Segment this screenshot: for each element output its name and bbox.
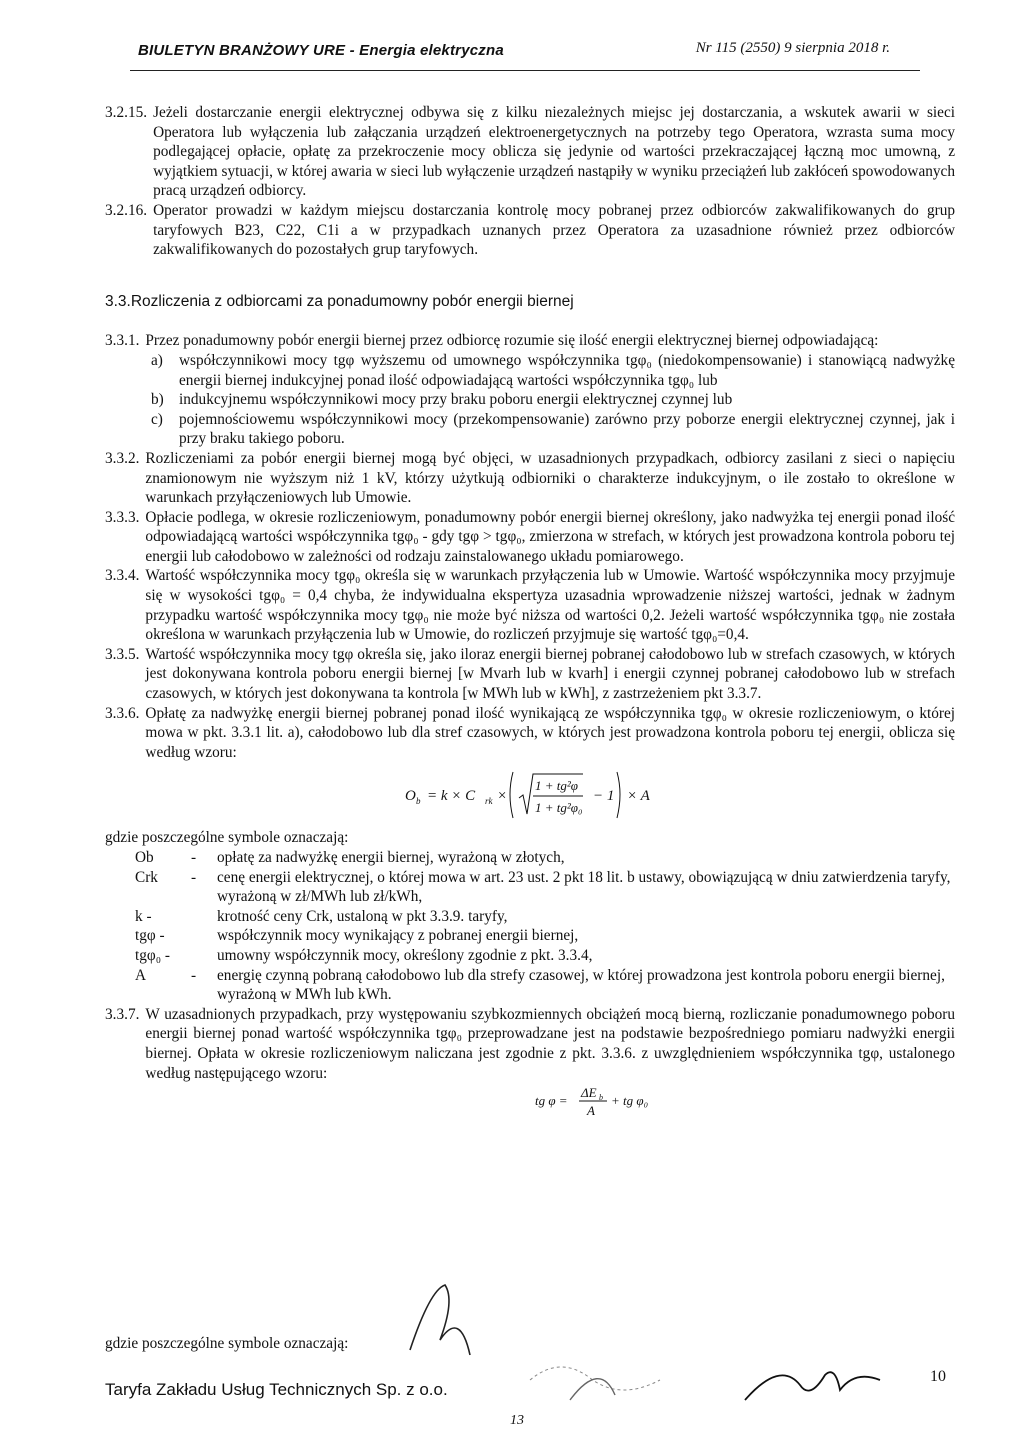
svg-text:= k × C: = k × C [427, 788, 476, 805]
paragraph-3-3-7 [105, 1005, 955, 1083]
paragraph-text: W uzasadnionych przypadkach, przy występowaniu szybkozmiennych obciążeń mocą bierną, rozliczanie ponadumownego poboru energii biernej ponad wartość współczynnika tgφ₀ przeprowadzane jest na podstawie bezpośredniego pomiaru nadwyżki energii biernej. Opłata w okresie rozliczeniowym naliczana jest zgodnie z pkt. 3.3.6. z uwzględnieniem współczynnika tgφ, ustalonego według następującego wzoru: [145, 1005, 955, 1082]
symbol-row-tgphi [135, 926, 955, 946]
symbol-dash: - [191, 849, 197, 866]
symbol-name: tgφ - [135, 927, 165, 945]
paragraph-text: Wartość współczynnika mocy tgφ określa się, jako iloraz energii biernej pobranej całodobowo lub w strefach czasowych, w których jest dokonywana kontrola poboru energii biernej [w Mvarh lub w kvarh] i energii czynnej pobranej całodobowo lub w strefach czasowych, w których jest dokonywana ta kontrola [w MWh lub w kWh], z zastrzeżeniem pkt 3.3.7. [145, 645, 955, 703]
list-marker: b) [151, 391, 164, 409]
paragraph-3-3-4 [105, 566, 955, 644]
symbols-intro: gdzie poszczególne symbole oznaczają: [105, 829, 349, 847]
symbol-row-ob [135, 848, 955, 868]
list-marker: a) [151, 351, 163, 369]
paragraph-text: Rozliczeniami za pobór energii biernej mogą być objęci, w uzasadnionych przypadkach, odbiorcy zasilani z sieci o napięciu znamionowym nie wyższym niż 1 kV, którzy użytkują odbiorniki o charakterze indukcyjnym, o ile zostało to określone w warunkach przyłączeniowych lub Umowie. [145, 449, 955, 507]
paragraph-3-2-15 [105, 103, 955, 201]
symbol-definition: współczynnik mocy wynikający z pobranej energii biernej, [217, 927, 579, 945]
symbol-dash [191, 907, 217, 927]
symbol-name: Crk [135, 868, 158, 886]
formula-tgphi-graphic [535, 1083, 695, 1123]
list-item-c [151, 410, 955, 449]
svg-text:1 + tg²φ: 1 + tg²φ [535, 778, 578, 794]
paragraph-3-3-5 [105, 645, 955, 704]
signature-scribble-icon [400, 1280, 490, 1360]
list-item-b [151, 390, 955, 410]
header-issue-date: Nr 115 (2550) 9 sierpnia 2018 r. [695, 40, 890, 56]
svg-text:tg φ =: tg φ = [535, 1093, 568, 1109]
symbol-definition: energię czynną pobraną całodobowo lub dla strefy czasowej, w której prowadzona jest kontrola poboru energii biernej, wyrażoną w MWh lub kWh. [217, 966, 945, 1004]
stamp-faint-icon [520, 1350, 670, 1410]
svg-text:− 1: − 1 [593, 788, 615, 805]
formula-tgphi [105, 1083, 955, 1123]
symbol-name: k - [135, 907, 152, 925]
svg-text:+ tg φ₀: + tg φ₀ [611, 1093, 649, 1109]
paragraph-number: 3.3.3. [105, 508, 140, 526]
symbol-row-k [135, 907, 955, 927]
paragraph-number: 3.2.15. [105, 104, 148, 121]
svg-text:× A: × A [627, 788, 650, 805]
paragraph-3-3-1 [105, 331, 955, 351]
section-title: Rozliczenia z odbiorcami za ponadumowny pobór energii biernej [130, 292, 574, 310]
list-text: pojemnościowemu współczynnikowi mocy (przekompensowanie) zarówno przy poborze energii elektrycznej czynnej, jak i przy braku takiego poboru. [179, 410, 955, 448]
formula-ob [105, 764, 955, 826]
paragraph-text: Operator prowadzi w każdym miejscu dostarczania kontrolę mocy pobranej przez odbiorców zakwalifikowanych do grup taryfowych B23, C22, C1i a w przypadkach uznanych przez Operatora za uzasadnione również przez odbiorców zakwalifikowanych do pozostałych grup taryfowych. [153, 201, 955, 259]
section-number: 3.3. [105, 292, 131, 310]
list-marker: c) [151, 410, 163, 428]
svg-text:A: A [587, 1103, 595, 1119]
symbol-definition: opłatę za nadwyżkę energii biernej, wyrażoną w złotych, [217, 849, 565, 866]
paragraph-3-2-16 [105, 201, 955, 260]
symbol-dash: - [191, 966, 197, 984]
formula-ob-graphic [405, 764, 665, 824]
paragraph-number: 3.3.5. [105, 645, 140, 663]
symbol-name: Ob [135, 849, 154, 866]
bulletin-page-number: 13 [510, 1413, 524, 1428]
svg-text:rk: rk [485, 796, 493, 807]
paragraph-number: 3.2.16. [105, 201, 148, 219]
symbol-definition: cenę energii elektrycznej, o której mowa w art. 23 ust. 2 pkt 18 lit. b ustawy, obowiązującą w dniu zatwierdzenia taryfy, wyrażoną w zł/MWh lub zł/kWh, [217, 868, 951, 906]
footer-symbols-note: gdzie poszczególne symbole oznaczają: [105, 1335, 349, 1352]
paragraph-text: Jeżeli dostarczanie energii elektrycznej odbywa się z kilku niezależnych miejsc jej dostarczania, a wskutek awarii w sieci Operatora lub wyłączenia lub załączania urządzeń elektroenergetycznych na potrzeby tego Operatora, wzrasta suma mocy podlegającej opłacie, opłatę za przekroczenie mocy oblicza się jedynie od wartości przekraczającej łączną moc umowną, z wyjątkiem sytuacji, w której awaria w sieci lub wyłączenie urządzeń nastąpiły w wyniku przeciążeń lub zakłóceń spowodowanych pracą urządzeń odbiorcy. [153, 104, 955, 200]
document-body [105, 103, 955, 1123]
paragraph-number: 3.3.6. [105, 704, 140, 722]
svg-text:O: O [405, 788, 416, 805]
paragraph-text: Opłacie podlega, w okresie rozliczeniowym, ponadumowny pobór energii biernej określony, jako nadwyżka tej energii ponad ilość odpowiadającą wartości współczynnika tgφ₀ - gdy tgφ > tgφ₀, zmierzona w strefach, w których jest prowadzona kontrola poboru tej energii lub całodobowo w zależności od rodzaju zainstalowanego układu pomiarowego. [145, 508, 955, 565]
paragraph-text: Wartość współczynnika mocy tgφ₀ określa się w warunkach przyłączenia lub w Umowie. Wartość współczynnika mocy przyjmuje się w wysokości tgφ₀ = 0,4 chyba, że indywidualna ekspertyza uzasadnia wprowadzenie niższej wartości, jednak w żadnym przypadku wartość współczynnika mocy tgφ₀ nie może być niższa od wartości 0,2. Jeżeli wartość współczynnika tgφ₀ nie została określona w warunkach przyłączenia lub w Umowie, do rozliczeń przyjmuje się wartość tgφ₀=0,4. [145, 567, 955, 644]
list-text: indukcyjnemu współczynnikowi mocy przy braku poboru energii elektrycznej czynnej lub [179, 391, 733, 409]
symbol-dash: - [191, 868, 197, 886]
symbol-definition: krotność ceny Crk, ustaloną w pkt 3.3.9. taryfy, [217, 907, 508, 925]
paragraph-number: 3.3.1. [105, 332, 140, 350]
list-text: współczynnikowi mocy tgφ wyższemu od umownego współczynnika tgφ₀ (niedokompensowanie) i stanowiącą nadwyżkę energii biernej indukcyjnej ponad ilość odpowiadającą wartości współczynnika tgφ₀ lub [179, 351, 955, 389]
symbol-name: A [135, 966, 147, 984]
paragraph-number: 3.3.7. [105, 1005, 140, 1023]
list-item-a [151, 351, 955, 390]
symbol-definition: umowny współczynnik mocy, określony zgodnie z pkt. 3.3.4, [217, 946, 593, 964]
symbol-row-a [135, 966, 955, 1005]
svg-text:b: b [416, 796, 421, 807]
paragraph-3-3-3 [105, 508, 955, 567]
symbol-row-crk [135, 868, 955, 907]
symbol-name: tgφ₀ - [135, 946, 170, 964]
symbol-row-tgphi0 [135, 946, 955, 966]
header-bulletin-title: BIULETYN BRANŻOWY URE - Energia elektryczna [138, 42, 504, 59]
paragraph-number: 3.3.4. [105, 567, 140, 585]
svg-text:ΔE: ΔE [581, 1085, 597, 1101]
footer-tariff-name: Taryfa Zakładu Usług Technicznych Sp. z o.o. [105, 1380, 448, 1399]
svg-text:×: × [497, 788, 508, 805]
symbol-dash [191, 926, 217, 946]
section-heading-3-3 [105, 292, 955, 312]
svg-text:b: b [599, 1093, 603, 1103]
paragraph-3-3-6 [105, 704, 955, 763]
paragraph-3-3-2 [105, 449, 955, 508]
paragraph-number: 3.3.2. [105, 449, 140, 467]
paragraph-text: Opłatę za nadwyżkę energii biernej pobranej ponad ilość wynikającą ze współczynnika tgφ₀ w okresie rozliczeniowym, o której mowa w pkt. 3.3.1 lit. a), całodobowo lub dla stref czasowych, w których jest prowadzona kontrola poboru tej energii, oblicza się według wzoru: [145, 704, 955, 761]
page-header [130, 30, 920, 71]
paragraph-text: Przez ponadumowny pobór energii biernej przez odbiorcę rozumie się ilość energii elektrycznej biernej odpowiadającą: [145, 332, 879, 350]
svg-text:1 + tg²φ₀: 1 + tg²φ₀ [535, 800, 583, 816]
tariff-page-number: 10 [930, 1368, 946, 1385]
symbol-dash [191, 946, 217, 966]
signature-icon [740, 1360, 890, 1410]
